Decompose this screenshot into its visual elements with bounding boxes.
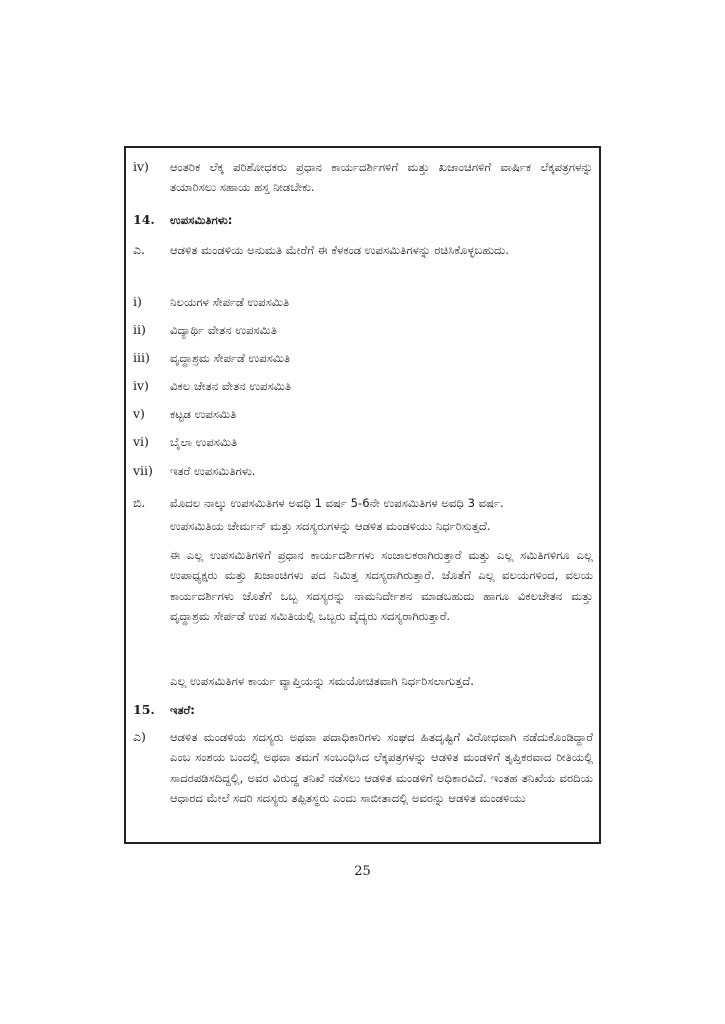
item-label: iv) xyxy=(133,159,149,174)
item-text: ಇತರೆ ಉಪಸಮಿತಿಗಳು. xyxy=(170,464,256,478)
item-text: ಆಡಳಿತ ಮಂಡಳಿಯ ಅನುಮತಿ ಮೇರೆಗೆ ಈ ಕೆಳಕಂಡ ಉಪಸಮಿತಿಗಳನ್ನು ರಚಿಸಿಕೊಳ್ಳಬಹುದು. xyxy=(170,243,509,257)
section-title: ಉಪಸಮಿತಿಗಳು: xyxy=(170,213,233,227)
paragraph: ಉಪಸಮಿತಿಯ ಚೇರ್ಮನ್ ಮತ್ತು ಸದಸ್ಯರುಗಳನ್ನು ಆಡಳಿತ ಮಂಡಳಿಯು ನಿರ್ಧರಿಸುತ್ತದೆ. xyxy=(170,519,491,533)
item-label: ಬಿ. xyxy=(133,495,146,510)
section-number: 14. xyxy=(133,212,155,227)
section-number: 15. xyxy=(133,702,155,717)
item-text: ಆಡಳಿತ ಮಂಡಳಿಯ ಸದಸ್ಯರು ಅಥವಾ ಪದಾಧಿಕಾರಿಗಳು ಸಂಘದ ಹಿತದೃಷ್ಟಿಗೆ ವಿರೋಧವಾಗಿ ನಡೆದುಕೊಂಡಿದ್ದಾರೆ ಎಂಬ ಸಂಶಯ ಬಂದಲ್ಲಿ ಅಥವಾ ತಮಗೆ ಸಂಬಂಧಿಸಿದ ಲೆಕ್ಕಪತ್ರಗಳನ್ನು ಆಡಳಿತ ಮಂಡಳಿಗೆ ತೃಪ್ತಿಕರವಾದ ರೀತಿಯಲ್ಲಿ ಸಾದರಪಡಿಸದಿದ್ದಲ್ಲಿ, ಅವರ ವಿರುದ್ಧ ತನಿಖೆ ನಡೆಸಲು ಆಡಳಿತ ಮಂಡಳಿಗೆ ಅಧಿಕಾರವಿದೆ. ಇಂತಹ ತನಿಖೆಯ ವರದಿಯ ಆಧಾರದ ಮೇಲೆ ಸದರಿ ಸದಸ್ಯರು ತಪ್ಪಿತಸ್ಥರು ಎಂದು ಸಾಬೀತಾದಲ್ಲಿ ಅವರನ್ನು ಆಡಳಿತ ಮಂಡಳಿಯು xyxy=(170,730,593,806)
item-text: ವೃದ್ಧಾಶ್ರಮ ಸೇರ್ಪಡೆ ಉಪಸಮಿತಿ xyxy=(170,351,291,365)
item-text: ವಿಕಲ ಚೇತನ ವೇತನ ಉಪಸಮಿತಿ xyxy=(170,379,291,393)
section-title: ಇತರೆ: xyxy=(170,703,195,717)
item-label: vii) xyxy=(133,463,153,478)
item-label: iv) xyxy=(133,378,149,393)
item-label: ಎ. xyxy=(133,242,145,257)
paragraph: ಈ ಎಲ್ಲ ಉಪಸಮಿತಿಗಳಿಗೆ ಪ್ರಧಾನ ಕಾರ್ಯದರ್ಶಿಗಳು ಸಂಚಾಲಕರಾಗಿರುತ್ತಾರೆ ಮತ್ತು ಎಲ್ಲ ಸಮಿತಿಗಳಿಗೂ ಎಲ್ಲ ಉಪಾಧ್ಯಕ್ಷರು ಮತ್ತು ಖಜಾಂಚಿಗಳು ಪದ ನಿಮಿತ್ತ ಸದಸ್ಯರಾಗಿರುತ್ತಾರೆ. ಜೊತೆಗೆ ಎಲ್ಲ ವಲಯಗಳಿಂದ, ವಲಯ ಕಾರ್ಯದರ್ಶಿಗಳು ಜೊತೆಗೆ ಒಬ್ಬ ಸದಸ್ಯರನ್ನು ನಾಮನಿರ್ದೇಶನ ಮಾಡಬಹುದು ಹಾಗೂ ವಿಕಲಚೇತನ ಮತ್ತು ವೃದ್ಧಾಶ್ರಮ ಸೇರ್ಪಡೆ ಉಪ ಸಮಿತಿಯಲ್ಲಿ ಒಬ್ಬರು ವೈದ್ಯರು ಸದಸ್ಯರಾಗಿರುತ್ತಾರೆ. xyxy=(170,548,593,624)
item-label: ಎ) xyxy=(133,729,146,744)
item-label: v) xyxy=(133,406,145,421)
item-text: ಬೈಲಾ ಉಪಸಮಿತಿ xyxy=(170,435,238,449)
item-text: ನಿಲಯಗಳ ಸೇರ್ಪಡೆ ಉಪಸಮಿತಿ xyxy=(170,295,290,309)
item-text: ಆಂತರಿಕ ಲೆಕ್ಕ ಪರಿಶೋಧಕರು ಪ್ರಧಾನ ಕಾರ್ಯದರ್ಶಿಗಳಿಗೆ ಮತ್ತು ಖಜಾಂಚಿಗಳಿಗೆ ವಾರ್ಷಿಕ ಲೆಕ್ಕಪತ್ರಗಳನ್ನು ತಯಾರಿಸಲು ಸಹಾಯ ಹಸ್ತ ನೀಡಬೇಕು. xyxy=(170,160,593,194)
item-label: i) xyxy=(133,294,142,309)
paragraph: ಎಲ್ಲ ಉಪಸಮಿತಿಗಳ ಕಾರ್ಯ ವ್ಯಾಪ್ತಿಯನ್ನು ಸಮಯೋಚಿತವಾಗಿ ನಿರ್ಧರಿಸಲಾಗುತ್ತದೆ. xyxy=(170,674,474,688)
item-label: iii) xyxy=(133,350,150,365)
item-label: ii) xyxy=(133,322,146,337)
item-text: ವಿದ್ಯಾರ್ಥಿ ವೇತನ ಉಪಸಮಿತಿ xyxy=(170,323,277,337)
item-text: ಕಟ್ಟಡ ಉಪಸಮಿತಿ xyxy=(170,407,237,421)
item-label: vi) xyxy=(133,434,149,449)
item-text: ಮೊದಲ ನಾಲ್ಕು ಉಪಸಮಿತಿಗಳ ಅವಧಿ 1 ವರ್ಷ 5-6ನೇ ಉಪಸಮಿತಿಗಳ ಅವಧಿ 3 ವರ್ಷ. xyxy=(170,496,504,510)
page-number: 25 xyxy=(354,864,371,879)
